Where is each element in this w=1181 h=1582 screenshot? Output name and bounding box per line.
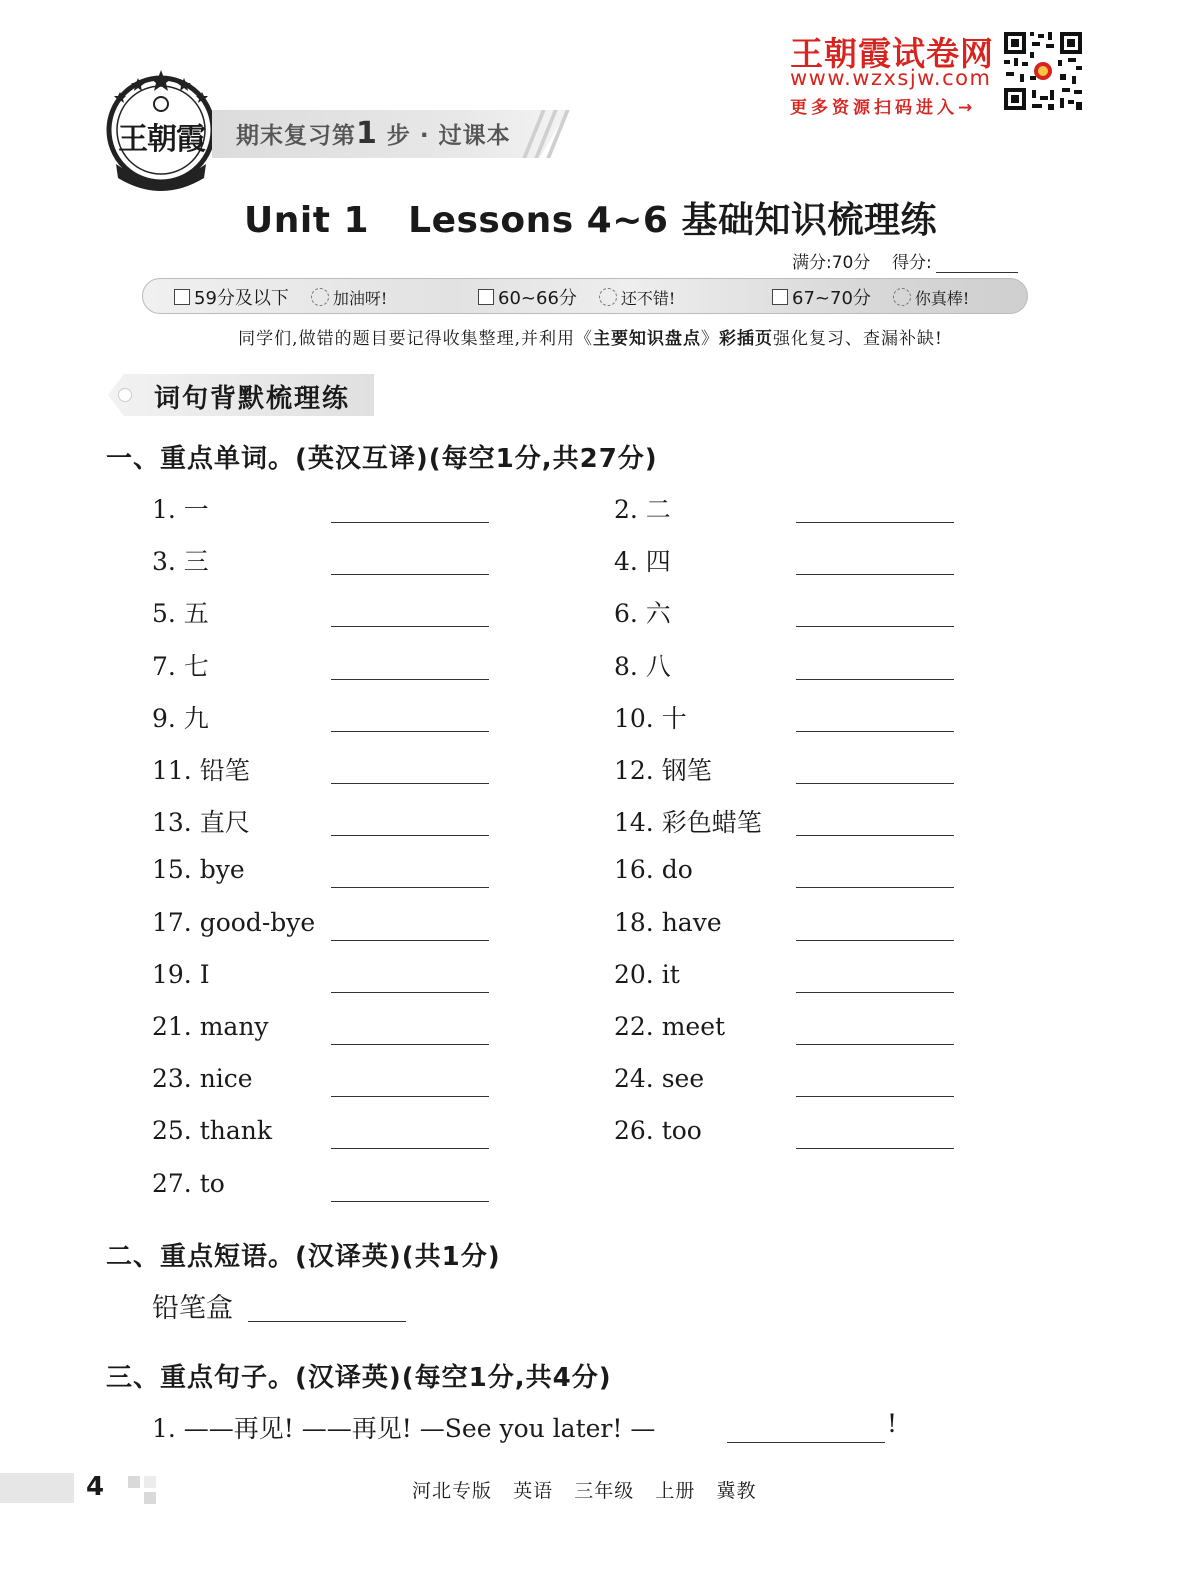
word-item: 7. 七 bbox=[152, 651, 209, 681]
sentence-prompt: 1. ——再见! ——再见! —See you later! — bbox=[152, 1414, 656, 1443]
footer-deco bbox=[128, 1476, 158, 1504]
answer-blank[interactable] bbox=[331, 940, 489, 941]
answer-blank[interactable] bbox=[331, 1148, 489, 1149]
answer-blank[interactable] bbox=[331, 626, 489, 627]
answer-blank[interactable] bbox=[796, 887, 954, 888]
word-item: 13. 直尺 bbox=[152, 808, 250, 838]
score-band-item: 59分及以下 加油呀! bbox=[174, 284, 387, 310]
part2-heading: 二、重点短语。(汉译英)(共1分) bbox=[106, 1242, 501, 1272]
qr-code-icon[interactable] bbox=[1002, 30, 1084, 112]
logo-text: 王朝霞 bbox=[118, 122, 205, 157]
part3-heading: 三、重点句子。(汉译英)(每空1分,共4分) bbox=[106, 1363, 612, 1393]
answer-blank[interactable] bbox=[796, 1096, 954, 1097]
word-item: 17. good-bye bbox=[152, 907, 316, 937]
footer-bar bbox=[0, 1473, 74, 1503]
answer-blank[interactable] bbox=[796, 1148, 954, 1149]
answer-blank[interactable] bbox=[331, 835, 489, 836]
brand-cta: 更多资源扫码进入→ bbox=[790, 98, 977, 118]
word-item: 12. 钢笔 bbox=[614, 756, 712, 785]
answer-blank[interactable] bbox=[331, 783, 489, 784]
answer-blank[interactable] bbox=[331, 679, 489, 680]
score-band-item: 67~70分 你真棒! bbox=[772, 284, 969, 310]
word-item: 20. it bbox=[614, 959, 680, 989]
answer-blank[interactable] bbox=[796, 522, 954, 523]
page-number: 4 bbox=[86, 1472, 105, 1502]
word-item: 9. 九 bbox=[152, 703, 209, 733]
answer-blank[interactable] bbox=[248, 1321, 406, 1322]
answer-blank[interactable] bbox=[331, 1096, 489, 1097]
word-item: 5. 五 bbox=[152, 599, 209, 629]
word-item: 24. see bbox=[614, 1064, 705, 1094]
word-item: 6. 六 bbox=[614, 599, 671, 629]
answer-blank[interactable] bbox=[796, 992, 954, 993]
word-item: 23. nice bbox=[152, 1064, 253, 1094]
word-item: 4. 四 bbox=[614, 547, 671, 577]
footer-info: 河北专版 英语 三年级 上册 冀教 bbox=[412, 1480, 757, 1502]
answer-blank[interactable] bbox=[796, 731, 954, 732]
answer-blank[interactable] bbox=[331, 1201, 489, 1202]
score-line: 满分:70分 得分: bbox=[792, 248, 1018, 273]
answer-blank[interactable] bbox=[796, 1044, 954, 1045]
answer-blank[interactable] bbox=[796, 940, 954, 941]
answer-blank[interactable] bbox=[331, 731, 489, 732]
word-item: 26. too bbox=[614, 1116, 702, 1146]
answer-blank[interactable] bbox=[796, 626, 954, 627]
word-item: 18. have bbox=[614, 907, 722, 937]
answer-blank[interactable] bbox=[331, 1044, 489, 1045]
word-item: 16. do bbox=[614, 855, 693, 885]
word-item: 3. 三 bbox=[152, 547, 209, 577]
word-item: 8. 八 bbox=[614, 651, 671, 681]
answer-blank[interactable] bbox=[796, 679, 954, 680]
answer-blank[interactable] bbox=[796, 574, 954, 575]
face-icon bbox=[311, 288, 329, 306]
sentence-end: ! bbox=[887, 1409, 898, 1438]
word-item: 10. 十 bbox=[614, 703, 687, 733]
word-item: 15. bye bbox=[152, 855, 245, 885]
face-icon bbox=[893, 288, 911, 306]
checkbox[interactable] bbox=[174, 289, 190, 305]
tag-dot bbox=[118, 388, 132, 402]
part1-heading: 一、重点单词。(英汉互译)(每空1分,共27分) bbox=[106, 444, 658, 474]
face-icon bbox=[599, 288, 617, 306]
word-item: 14. 彩色蜡笔 bbox=[614, 808, 762, 838]
banner-title: 期末复习第1 步 · 过课本 bbox=[236, 116, 511, 151]
checkbox[interactable] bbox=[478, 289, 494, 305]
answer-blank[interactable] bbox=[331, 522, 489, 523]
checkbox[interactable] bbox=[772, 289, 788, 305]
word-item: 25. thank bbox=[152, 1116, 273, 1146]
answer-blank[interactable] bbox=[331, 887, 489, 888]
word-item: 2. 二 bbox=[614, 495, 671, 524]
section-tag-label: 词句背默梳理练 bbox=[154, 384, 351, 414]
study-note: 同学们,做错的题目要记得收集整理,并利用《主要知识盘点》彩插页强化复习、查漏补缺! bbox=[238, 329, 943, 349]
word-item: 11. 铅笔 bbox=[152, 756, 250, 785]
answer-blank[interactable] bbox=[331, 992, 489, 993]
score-band-item: 60~66分 还不错! bbox=[478, 284, 675, 310]
answer-blank[interactable] bbox=[331, 574, 489, 575]
word-item: 21. many bbox=[152, 1012, 269, 1041]
brand-name: 王朝霞试卷网 bbox=[790, 34, 994, 73]
answer-blank[interactable] bbox=[727, 1442, 885, 1443]
answer-blank[interactable] bbox=[796, 783, 954, 784]
word-item: 22. meet bbox=[614, 1012, 726, 1041]
word-item: 27. to bbox=[152, 1168, 225, 1198]
phrase-prompt: 铅笔盒 bbox=[152, 1293, 233, 1324]
score-blank[interactable] bbox=[936, 254, 1018, 273]
page-title: Unit 1 Lessons 4~6 基础知识梳理练 bbox=[244, 200, 937, 241]
word-item: 1. 一 bbox=[152, 495, 209, 524]
word-item: 19. I bbox=[152, 959, 210, 989]
answer-blank[interactable] bbox=[796, 835, 954, 836]
brand-url[interactable]: www.wzxsjw.com bbox=[790, 66, 992, 90]
